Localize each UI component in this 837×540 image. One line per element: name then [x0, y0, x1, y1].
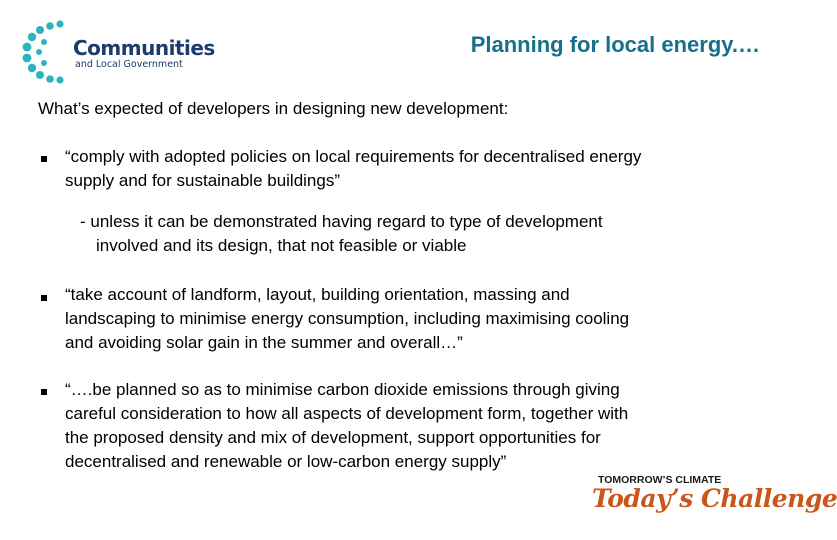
bullet-line: supply and for sustainable buildings”: [65, 171, 341, 190]
bullet-line: “….be planned so as to minimise carbon dioxide emissions through giving: [65, 380, 620, 399]
intro-text: What’s expected of developers in designing new development:: [38, 99, 509, 118]
bullet-line: decentralised and renewable or low-carbon energy supply”: [65, 452, 507, 471]
bullet-line: “take account of landform, layout, building orientation, massing and: [65, 285, 570, 304]
bullet-line: careful consideration to how all aspects of development form, together with: [65, 404, 629, 423]
bullet-line: “comply with adopted policies on local requirements for decentralised energy: [65, 147, 642, 166]
bullet-line: landscaping to minimise energy consumption, including maximising cooling: [65, 309, 630, 328]
bullet-line: and avoiding solar gain in the summer and overall…”: [65, 333, 463, 352]
footer-logo-top: TOMORROW’S CLIMATE: [598, 474, 722, 486]
page-title: Planning for local energy.…: [470, 32, 760, 57]
todays-challenge-logo: [592, 474, 837, 524]
logo-subtitle: and Local Government: [75, 59, 183, 70]
bullet-marker: [41, 295, 47, 301]
bullet-marker: [41, 389, 47, 395]
communities-logo: [22, 20, 215, 84]
bullet-line: the proposed density and mix of development, support opportunities for: [65, 428, 601, 447]
bullet-marker: [41, 156, 47, 162]
sub-point-line: - unless it can be demonstrated having regard to type of development: [80, 212, 603, 231]
sub-point-line: involved and its design, that not feasible or viable: [96, 236, 467, 255]
logo-dots-icon: [22, 20, 70, 84]
footer-logo-main: Today’s Challenge: [592, 484, 837, 513]
logo-name: Communities: [73, 36, 215, 60]
